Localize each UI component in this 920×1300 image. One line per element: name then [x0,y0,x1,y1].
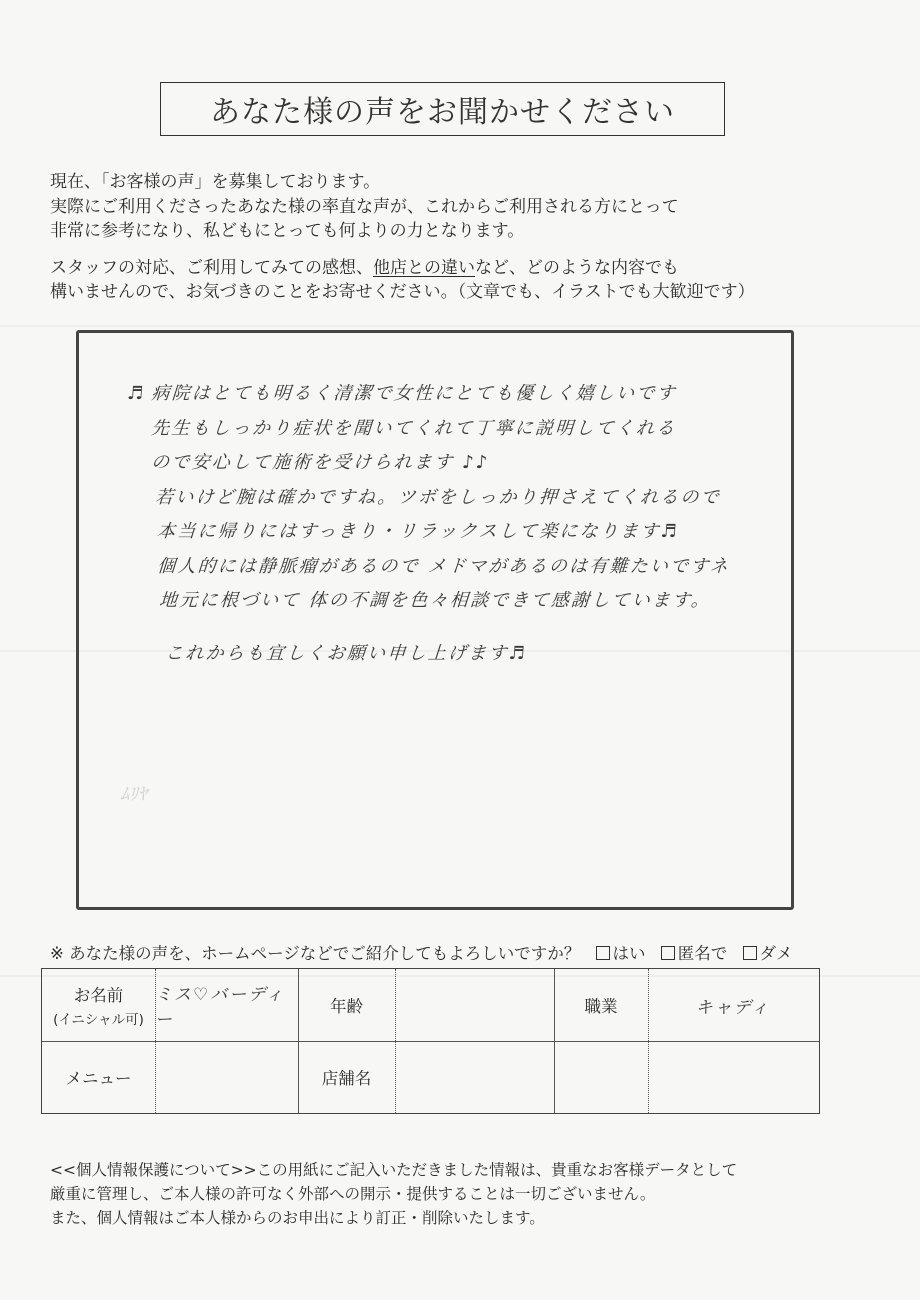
intro-text [50,170,850,305]
intro-line [50,256,850,281]
name-sublabel: (イニシャル可) [53,1012,144,1028]
menu-field[interactable] [155,1041,298,1113]
comment-box[interactable] [76,330,794,910]
privacy-notice [50,1158,860,1230]
store-label-cell [298,1041,395,1113]
intro-line: 非常に参考になり、私どもにとっても何よりの力となります。 [50,221,525,241]
paper-fold-line [0,325,920,327]
handwritten-line: 若いけど腕は確かですね。ツボをしっかり押さえてくれるので [154,486,722,508]
privacy-line: 厳重に管理し、ご本人様の許可なく外部への開示・提供することは一切ございません。 [50,1185,656,1203]
handwritten-line: 本当に帰りにはすっきり・リラックスして楽になります♬ [156,521,680,542]
handwritten-line: 個人的には静脈瘤があるので メドマがあるのは有難たいですネ [156,555,731,577]
handwritten-line: これからも宜しくお願い申し上げます♬ [164,642,528,664]
intro-line: 構いませんので、お気づきのことをお寄せください。（文章でも、イラストでも大歓迎です） [50,282,755,302]
handwritten-line: ので安心して施術を受けられます ♪♪ [150,452,491,473]
handwritten-line-text: 病院はとても明るく清潔で女性にとても優しく嬉しいです [150,383,678,404]
privacy-line: <<個人情報保護について>>この用紙にご記入いただきました情報は、貴重なお客様データとして [50,1161,738,1179]
music-note-icon: ♬ [126,383,147,404]
page-title [160,82,725,136]
checkbox-anonymous[interactable] [661,946,675,960]
age-field[interactable] [395,969,554,1041]
handwritten-line: 地元に根づいて 体の不調を色々相談できて感謝しています。 [158,590,712,611]
checkbox-anonymous-label: 匿名で [677,944,728,963]
intro-line-end: など、どのような内容でも [475,257,679,278]
customer-info-table [41,968,820,1114]
checkbox-no-label: ダメ [759,944,793,963]
job-label: 職業 [584,997,618,1016]
age-label: 年齢 [330,997,363,1016]
consent-question [50,940,793,964]
job-value: キャディ [695,997,771,1018]
page-title-text: あなた様の声をお聞かせください [210,95,675,130]
name-label-cell [42,969,155,1041]
intro-line: 現在、「お客様の声」を募集しております。 [50,172,381,192]
store-field[interactable] [395,1041,818,1113]
handwritten-line [126,379,788,414]
checkbox-yes-label: はい [612,944,646,963]
intro-underlined-phrase: 他店との違い [373,257,475,278]
store-label: 店舗名 [321,1069,372,1088]
handwritten-line: 先生もしっかり症状を聞いてくれて丁寧に説明してくれる [150,417,678,439]
intro-line-start: スタッフの対応、ご利用してみての感想、 [50,257,373,278]
privacy-line: また、個人情報はご本人様からのお申出により訂正・削除いたします。 [50,1209,545,1227]
job-label-cell [554,969,648,1041]
menu-label: メニュー [65,1069,132,1088]
handwritten-comment [127,379,787,673]
name-value: ミス♡バーディー [155,985,285,1030]
name-label: お名前 [73,986,124,1005]
menu-label-cell [42,1041,155,1113]
consent-question-text: ※ あなた様の声を、ホームページなどでご紹介してもよろしいですか？ [50,944,581,963]
checkbox-yes[interactable] [596,946,610,960]
intro-line: 実際にご利用くださったあなた様の率直な声が、これからご利用される方にとって [50,196,679,217]
age-label-cell [298,969,395,1041]
checkbox-no[interactable] [743,946,757,960]
name-field[interactable] [155,969,298,1041]
faint-show-through-mark: ﾑﾘﾔ [120,784,147,805]
job-field[interactable] [648,969,818,1041]
